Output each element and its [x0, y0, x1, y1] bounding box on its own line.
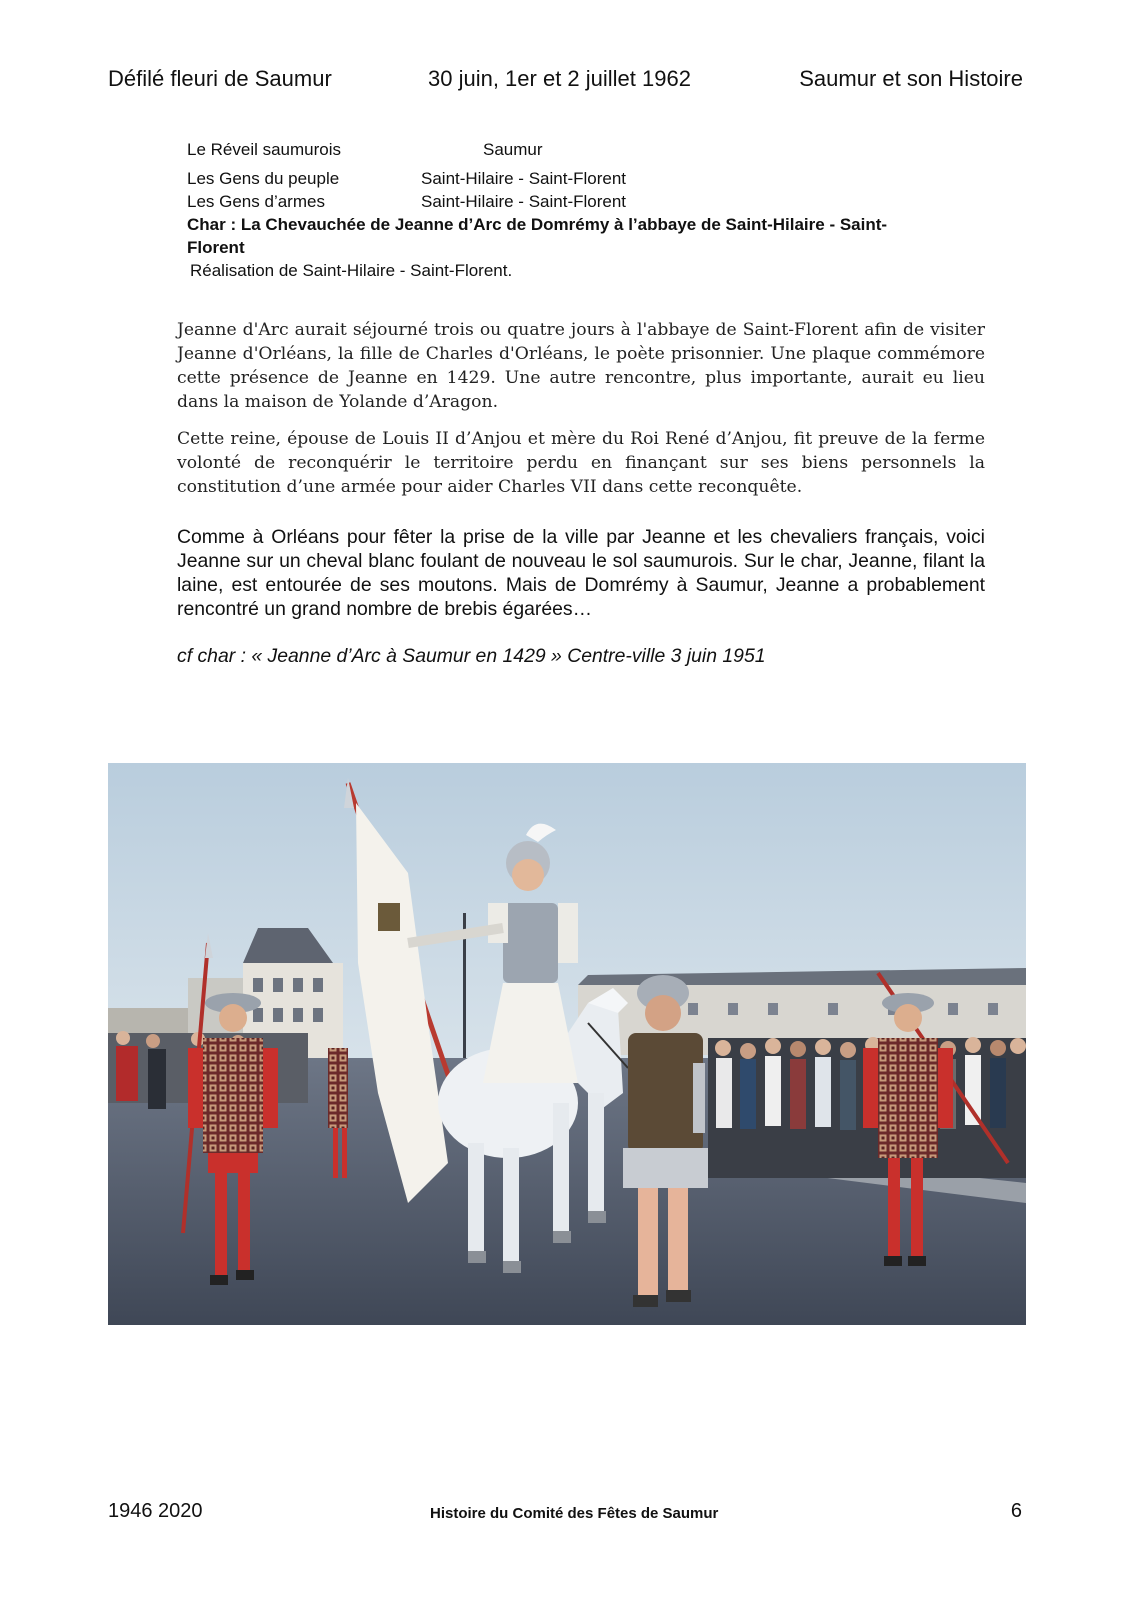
- char-title: Char : La Chevauchée de Jeanne d’Arc de Domrémy à l’abbaye de Saint-Hilaire - Saint-Florent: [187, 215, 888, 257]
- credit-name: Le Réveil saumurois: [187, 140, 342, 159]
- credits-block: [187, 138, 917, 282]
- credit-place: Saint-Hilaire - Saint-Florent: [421, 169, 627, 188]
- parade-photo: [108, 763, 1026, 1325]
- footer-years: 1946 2020: [108, 1500, 203, 1522]
- credit-row: [187, 167, 917, 190]
- credit-row: [187, 190, 917, 213]
- header-center: 30 juin, 1er et 2 juillet 1962: [428, 66, 691, 91]
- paragraph-3: Comme à Orléans pour fêter la prise de la ville par Jeanne et les chevaliers français, voici Jeanne sur un cheval blanc foulant de nouveau le sol saumurois. Sur le char, Jeanne, filant la laine, est entourée de ses moutons. Mais de Domrémy à Saumur, Jeanne a probablement rencontré un grand nombre de brebis égarées…: [177, 526, 985, 620]
- credit-name: Les Gens d’armes: [187, 192, 325, 211]
- credit-place: Saint-Hilaire - Saint-Florent: [421, 192, 627, 211]
- page-number: 6: [1010, 1500, 1022, 1522]
- char-realisation: Réalisation de Saint-Hilaire - Saint-Florent.: [190, 261, 513, 280]
- cross-reference: cf char : « Jeanne d’Arc à Saumur en 1429 » Centre-ville 3 juin 1951: [177, 645, 766, 667]
- credit-place: Saumur: [483, 140, 543, 159]
- paragraph-1: Jeanne d'Arc aurait séjourné trois ou quatre jours à l'abbaye de Saint-Florent afin de visiter Jeanne d'Orléans, la fille de Charles d'Orléans, le poète prisonnier. Une plaque commémore cette présence de Jeanne en 1429. Une autre rencontre, plus importante, aurait eu lieu dans la maison de Yolande d’Aragon.: [177, 320, 985, 412]
- footer-title: Histoire du Comité des Fêtes de Saumur: [430, 1505, 719, 1522]
- header-left: Défilé fleuri de Saumur: [108, 66, 332, 91]
- credit-row: [187, 138, 917, 161]
- parade-photo-illustration: [108, 763, 1026, 1325]
- paragraph-2: Cette reine, épouse de Louis II d’Anjou et mère du Roi René d’Anjou, fit preuve de la ferme volonté de reconquérir le territoire perdu en finançant sur ses biens personnels la constitution d’une armée pour aider Charles VII dans cette reconquête.: [177, 429, 985, 497]
- header-right: Saumur et son Histoire: [799, 66, 1023, 91]
- credit-name: Les Gens du peuple: [187, 169, 340, 188]
